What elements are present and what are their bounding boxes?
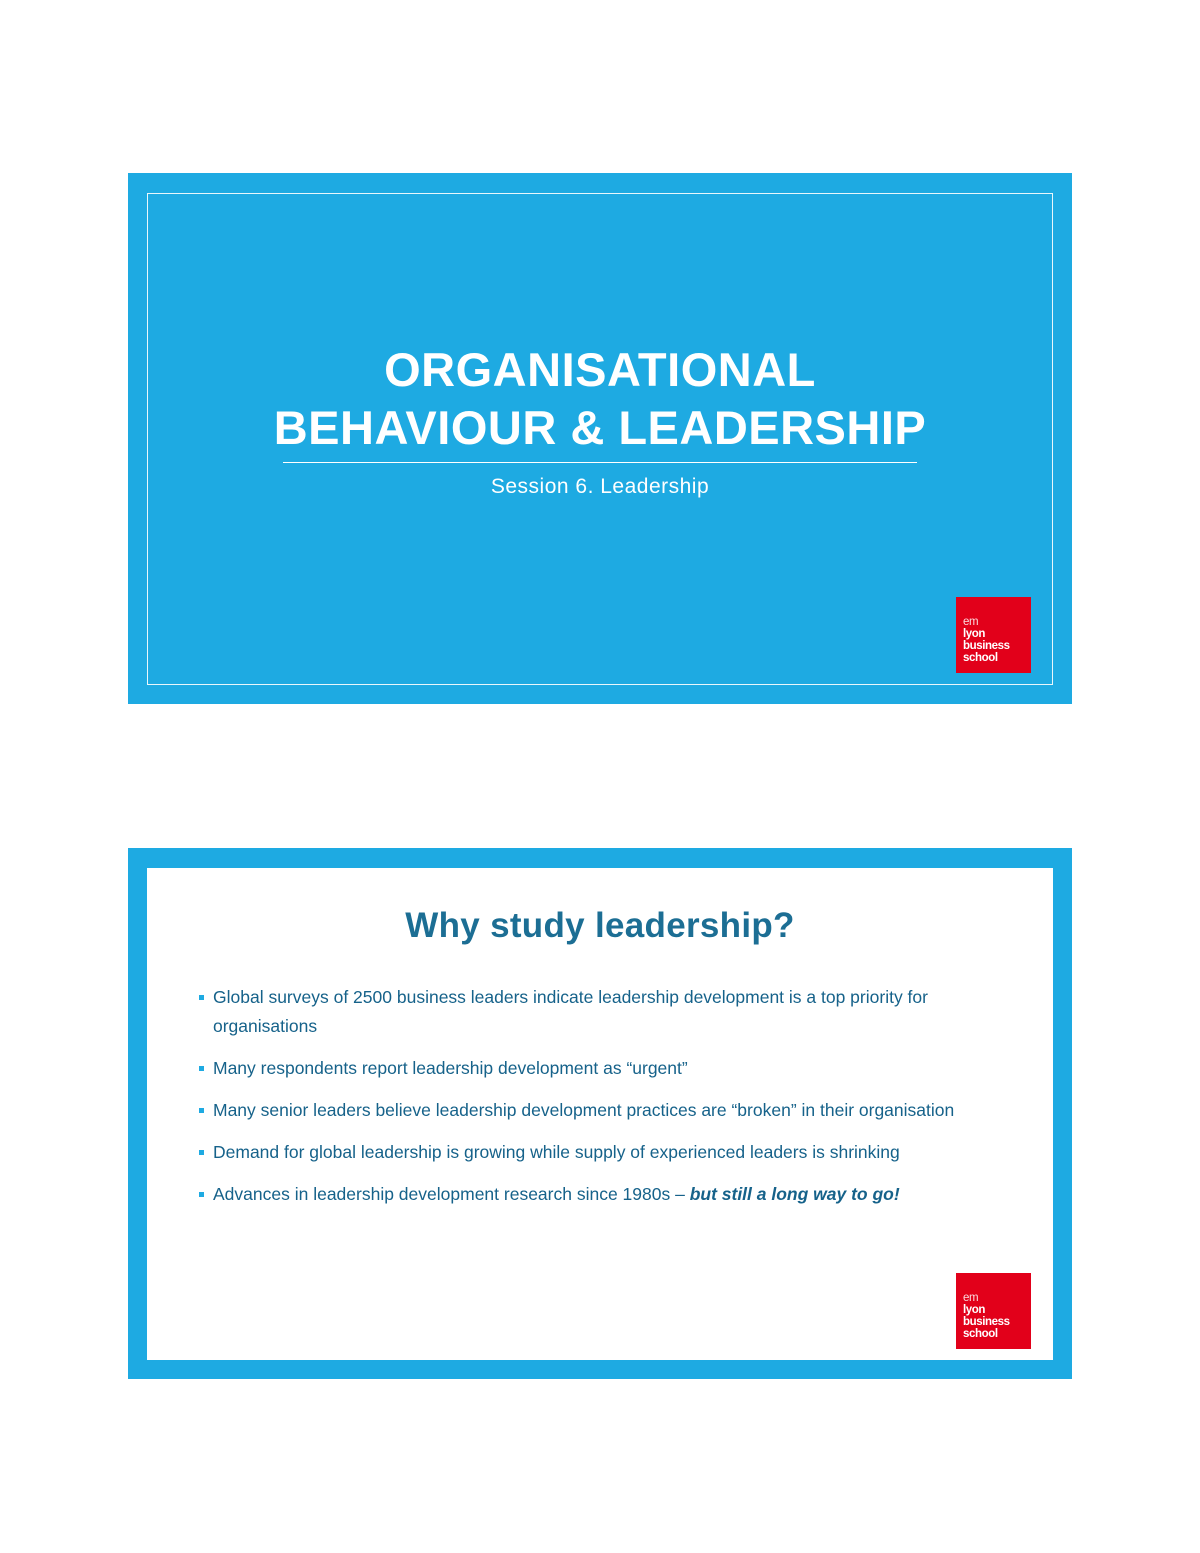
list-item [199, 1138, 1019, 1167]
slide-heading: Why study leadership? [405, 906, 795, 945]
bullet-text: Global surveys of 2500 business leaders indicate leadership development is a top priority for organisations [213, 987, 928, 1036]
em-lyon-logo [956, 1273, 1031, 1349]
title-line-2: BEHAVIOUR & LEADERSHIP [273, 401, 927, 454]
logo-text-business: business [963, 640, 1010, 652]
logo-text-business: business [963, 1316, 1010, 1328]
list-item [199, 1180, 1019, 1209]
logo-text-lyon: lyon [963, 1304, 986, 1316]
logo-text-school: school [963, 1328, 998, 1340]
list-item [199, 1096, 1019, 1125]
bullet-list [199, 983, 1019, 1222]
title-slide [128, 173, 1072, 704]
slide-content-panel [147, 868, 1053, 1360]
bullet-text: Advances in leadership development research since 1980s – [213, 1184, 690, 1204]
square-bullet-icon [199, 995, 204, 1000]
list-item [199, 1054, 1019, 1083]
title-divider [283, 462, 917, 463]
square-bullet-icon [199, 1066, 204, 1071]
title-line-1: ORGANISATIONAL [384, 343, 816, 396]
logo-text-em: em [963, 1292, 979, 1304]
em-lyon-logo [956, 597, 1031, 673]
bullet-text: Many senior leaders believe leadership development practices are “broken” in their organisation [213, 1100, 955, 1120]
square-bullet-icon [199, 1150, 204, 1155]
content-slide [128, 848, 1072, 1379]
logo-text-lyon: lyon [963, 628, 986, 640]
slide-title [128, 341, 1072, 457]
slide-subtitle: Session 6. Leadership [490, 475, 710, 498]
square-bullet-icon [199, 1108, 204, 1113]
bullet-emphasis: but still a long way to go! [689, 1184, 900, 1204]
bullet-text: Many respondents report leadership development as “urgent” [213, 1058, 688, 1078]
square-bullet-icon [199, 1192, 204, 1197]
logo-text-em: em [963, 616, 979, 628]
logo-text-school: school [963, 652, 998, 664]
bullet-text: Demand for global leadership is growing while supply of experienced leaders is shrinking [213, 1142, 900, 1162]
list-item [199, 983, 1019, 1041]
